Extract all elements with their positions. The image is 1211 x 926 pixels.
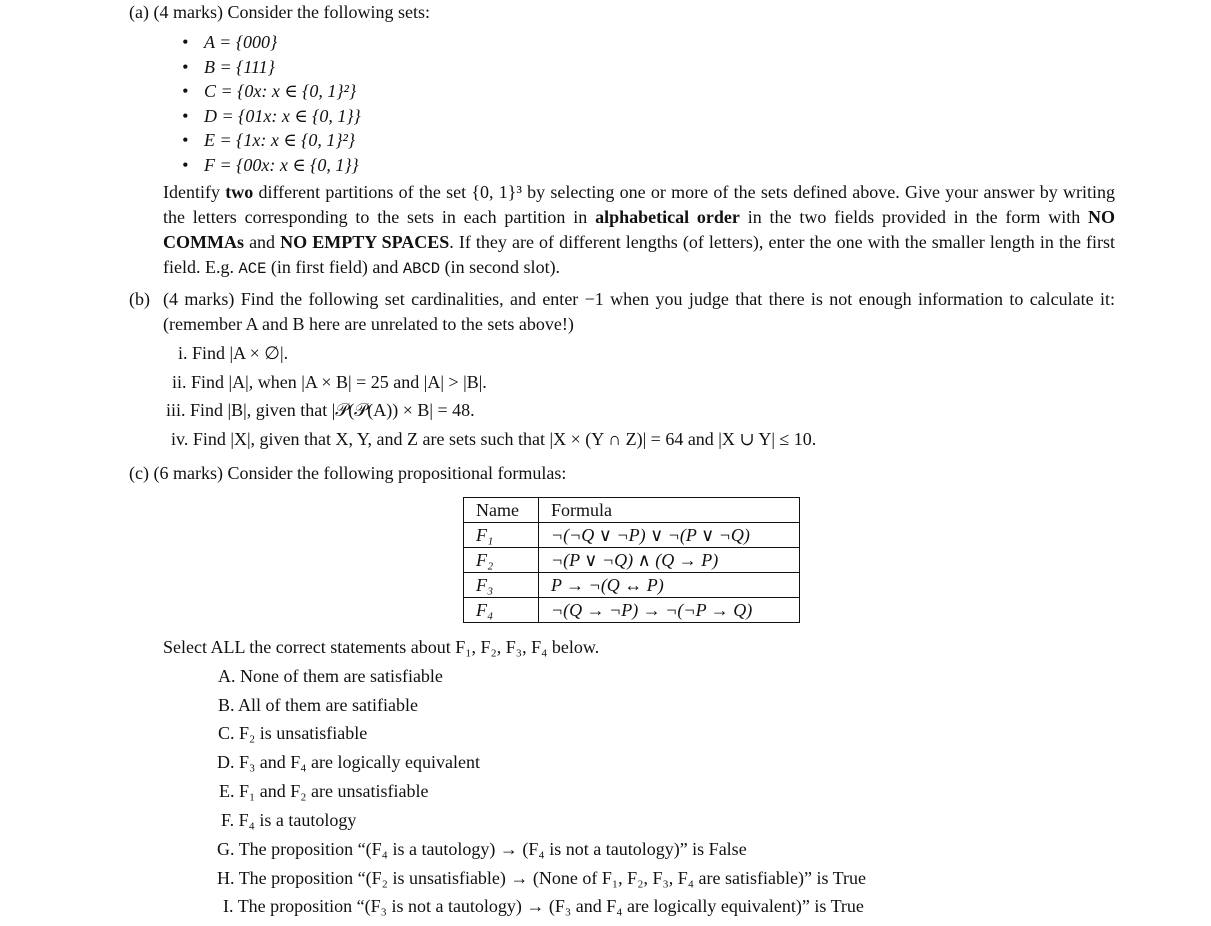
option-h[interactable] [217, 867, 866, 889]
option-letter: H. [217, 868, 235, 888]
part-b-intro [163, 287, 1115, 337]
formula-expression: ¬(Q → ¬P) → ¬(¬P → Q) [539, 598, 800, 623]
option-text: The proposition “(F₃ is not a tautology) → (F₃ and F₄ are logically equivalent)” is True [237, 896, 864, 916]
option-g[interactable] [217, 838, 747, 860]
part-c-label: (c) [129, 463, 149, 483]
table-header-row [464, 498, 800, 523]
part-a-instructions [163, 180, 1115, 282]
formulas-table [463, 497, 800, 623]
instr-text-4: and [249, 232, 276, 252]
set-a: • A = {000} [182, 31, 361, 56]
set-d: • D = {01x: x ∈ {0, 1}} [182, 105, 361, 130]
table-row [464, 548, 800, 573]
option-text: F₃ and F₄ are logically equivalent [239, 752, 480, 772]
example-ace: ACE [238, 260, 267, 278]
option-text: The proposition “(F₂ is unsatisfiable) → (None of F₁, F₂, F₃, F₄ are satisfiable)” is True [238, 868, 866, 888]
option-letter: G. [217, 839, 235, 859]
item-number: ii. [172, 372, 187, 392]
instr-bold-two: two [225, 182, 254, 202]
part-b-item-3 [166, 399, 475, 421]
option-c[interactable] [218, 722, 367, 744]
part-b-marks: (4 marks) [163, 289, 235, 309]
table-row [464, 598, 800, 623]
option-letter: E. [219, 781, 235, 801]
option-letter: I. [223, 896, 234, 916]
instr-text-5: . If they are of different lengths (of letters), enter the one with the smaller length in the first field. E.g. [163, 232, 1116, 277]
instr-text-7: (in second slot). [444, 257, 561, 277]
instr-text-2: different partitions of the set {0, 1}³ by selecting one or more of the sets defined above. Give your answer by writing the letters corresponding to the sets in each partition in [163, 182, 1116, 227]
instr-text-6: (in first field) and [270, 257, 399, 277]
formula-name: F₄ [464, 598, 539, 623]
formula-name: F₂ [464, 548, 539, 573]
option-a[interactable] [218, 665, 443, 687]
item-number: iv. [171, 429, 189, 449]
instr-bold-commas: NO COMMAs [163, 207, 1116, 252]
set-c: • C = {0x: x ∈ {0, 1}²} [182, 80, 361, 105]
part-c-marks: (6 marks) [153, 463, 223, 483]
option-text: The proposition “(F₄ is a tautology) → (F₄ is not a tautology)” is False [238, 839, 747, 859]
instr-bold-spaces: NO EMPTY SPACES [280, 232, 450, 252]
part-b-intro-text: Find the following set cardinalities, and enter −1 when you judge that there is not enough information to calculate it: (remember A and B here are unrelated to the sets above!) [163, 289, 1116, 334]
select-prompt: Select ALL the correct statements about F₁, F₂, F₃, F₄ below. [163, 637, 600, 657]
part-c-intro: Consider the following propositional formulas: [227, 463, 567, 483]
instr-bold-alpha: alphabetical order [595, 207, 740, 227]
option-b[interactable] [218, 694, 418, 716]
option-text: All of them are satifiable [238, 695, 418, 715]
option-text: F₄ is a tautology [238, 810, 357, 830]
part-a-label: (a) [129, 2, 149, 22]
part-b-item-2 [172, 371, 487, 393]
item-text: Find |A|, when |A × B| = 25 and |A| > |B|. [191, 372, 487, 392]
option-f[interactable] [221, 809, 356, 831]
item-text: Find |A × ∅|. [192, 343, 289, 363]
option-d[interactable] [217, 751, 480, 773]
set-f: • F = {00x: x ∈ {0, 1}} [182, 154, 361, 179]
option-letter: F. [221, 810, 235, 830]
option-text: F₂ is unsatisfiable [239, 723, 368, 743]
option-text: None of them are satisfiable [240, 666, 443, 686]
item-number: i. [178, 343, 188, 363]
item-text: Find |X|, given that X, Y, and Z are sets such that |X × (Y ∩ Z)| = 64 and |X ∪ Y| ≤ 10. [192, 429, 817, 449]
formula-name: F₁ [464, 523, 539, 548]
part-a-heading [129, 1, 430, 23]
option-e[interactable] [219, 780, 429, 802]
example-abcd: ABCD [402, 260, 441, 278]
part-b-item-1 [178, 342, 288, 364]
header-name: Name [464, 498, 539, 523]
formula-expression: ¬(¬Q ∨ ¬P) ∨ ¬(P ∨ ¬Q) [539, 523, 800, 548]
set-b: • B = {111} [182, 56, 361, 81]
part-a-marks: (4 marks) [153, 2, 223, 22]
formula-name: F₃ [464, 573, 539, 598]
option-i[interactable] [223, 895, 864, 917]
sets-list [182, 31, 361, 178]
table-row [464, 573, 800, 598]
table-row [464, 523, 800, 548]
option-text: F₁ and F₂ are unsatisfiable [239, 781, 429, 801]
part-c-heading [129, 462, 566, 484]
option-letter: A. [218, 666, 236, 686]
option-letter: C. [218, 723, 235, 743]
option-letter: D. [217, 752, 235, 772]
part-a-intro: Consider the following sets: [227, 2, 430, 22]
item-number: iii. [166, 400, 186, 420]
header-formula: Formula [539, 498, 800, 523]
formula-expression: ¬(P ∨ ¬Q) ∧ (Q → P) [539, 548, 800, 573]
item-text: Find |B|, given that |𝒫(𝒫(A)) × B| = 48. [190, 400, 475, 420]
part-b-item-4 [171, 428, 816, 450]
instr-text-1: Identify [163, 182, 220, 202]
formula-expression: P → ¬(Q ↔ P) [539, 573, 800, 598]
instr-text-3: in the two fields provided in the form with [747, 207, 1081, 227]
part-b-label: (b) [129, 289, 150, 309]
option-letter: B. [218, 695, 235, 715]
set-e: • E = {1x: x ∈ {0, 1}²} [182, 129, 361, 154]
